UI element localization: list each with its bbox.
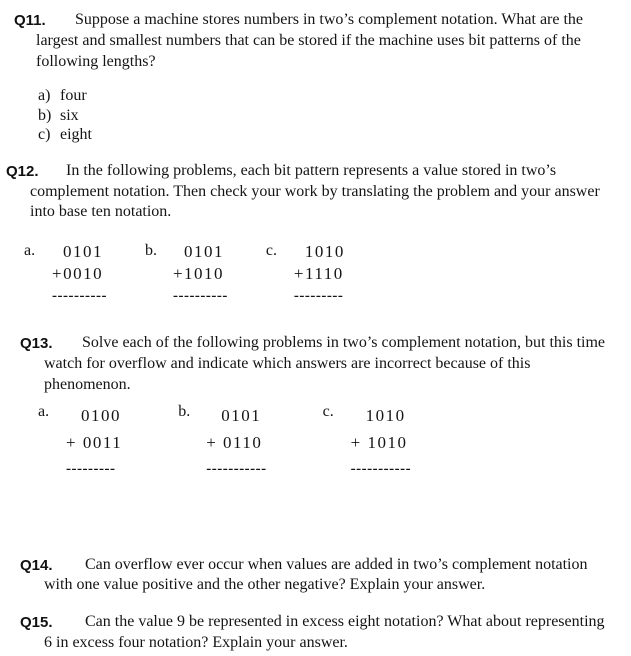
question-q11-label: Q11. bbox=[14, 12, 46, 29]
question-q11-answer-list bbox=[0, 86, 631, 145]
list-item-text: eight bbox=[60, 126, 92, 144]
question-q14 bbox=[0, 555, 631, 597]
question-q12-problem-set bbox=[0, 241, 631, 307]
problem-operand-bottom: + 1010 bbox=[350, 432, 408, 452]
problem-marker: c. bbox=[322, 402, 334, 420]
problem-operand-top: 0101 bbox=[63, 242, 103, 262]
problem-marker: a. bbox=[24, 242, 36, 260]
problem-operand-top: 0101 bbox=[183, 242, 224, 262]
question-q14-label: Q14. bbox=[20, 556, 53, 574]
problem-item-b bbox=[145, 241, 228, 307]
problem-item-c bbox=[323, 402, 411, 483]
problem-operand-bottom: + 0011 bbox=[66, 432, 123, 452]
problem-answer-line: ----------- bbox=[350, 460, 412, 477]
question-q12-label: Q12. bbox=[6, 162, 39, 180]
list-item-marker: b) bbox=[38, 106, 52, 124]
list-item-marker: a) bbox=[38, 87, 51, 105]
question-q12 bbox=[0, 161, 631, 223]
problem-item-b bbox=[178, 402, 266, 483]
problem-stack bbox=[173, 241, 228, 307]
question-q11 bbox=[0, 10, 631, 145]
list-item bbox=[38, 125, 631, 145]
question-q15-text: Can the value 9 be represented in excess eight notation? What about representing 6 in excess four notation? Explain your answer. bbox=[44, 613, 605, 652]
list-item-text: six bbox=[60, 106, 79, 124]
list-item bbox=[38, 86, 631, 106]
problem-answer-line: --------- bbox=[66, 460, 116, 477]
list-item-text: four bbox=[60, 87, 87, 105]
question-q11-text: Suppose a machine stores numbers in two’s complement notation. What are the largest and smallest numbers that can be stored if the machine uses bit patterns of the following lengths? bbox=[36, 11, 584, 70]
question-q13-problem-set bbox=[0, 402, 631, 483]
question-q15 bbox=[0, 612, 631, 654]
problem-operand-top: 0100 bbox=[81, 405, 121, 425]
problem-operand-top: 1010 bbox=[304, 242, 345, 262]
question-q14-text: Can overflow ever occur when values are added in two’s complement notation with one value positive and the other negative? Explain your answer. bbox=[44, 555, 588, 594]
problem-operand-bottom: +1010 bbox=[172, 264, 225, 284]
problem-stack bbox=[351, 402, 411, 483]
problem-operand-top: 0101 bbox=[221, 405, 262, 425]
problem-answer-line: ---------- bbox=[172, 288, 228, 305]
problem-marker: b. bbox=[144, 242, 157, 260]
problem-item-a bbox=[24, 241, 107, 307]
question-q13-text: Solve each of the following problems in two’s complement notation, but this time watch for overflow and indicate which answers are incorrect because of this phenomenon. bbox=[44, 334, 606, 393]
problem-stack bbox=[52, 241, 107, 307]
question-q13 bbox=[0, 333, 631, 395]
problem-operand-bottom: + 0110 bbox=[206, 432, 263, 452]
problem-marker: a. bbox=[38, 402, 50, 420]
problem-operand-bottom: +0010 bbox=[52, 264, 104, 284]
problem-answer-line: --------- bbox=[293, 288, 344, 305]
question-q15-label: Q15. bbox=[20, 614, 53, 632]
problem-marker: c. bbox=[265, 242, 278, 260]
problem-operand-bottom: +1110 bbox=[293, 264, 344, 284]
problem-marker: b. bbox=[178, 402, 191, 420]
list-item-marker: c) bbox=[38, 126, 51, 144]
problem-stack bbox=[294, 241, 345, 307]
problem-stack bbox=[206, 402, 266, 483]
problem-item-a bbox=[38, 402, 122, 483]
problem-answer-line: ----------- bbox=[206, 460, 267, 477]
question-q12-text: In the following problems, each bit pattern represents a value stored in two’s complement notation. Then check your work by translating the problem and your answer into base ten notation. bbox=[30, 161, 600, 221]
question-q13-label: Q13. bbox=[20, 335, 53, 353]
list-item bbox=[38, 106, 631, 126]
problem-operand-top: 1010 bbox=[365, 405, 406, 425]
problem-answer-line: ---------- bbox=[52, 288, 107, 305]
problem-stack bbox=[66, 402, 122, 483]
problem-item-c bbox=[266, 241, 345, 307]
